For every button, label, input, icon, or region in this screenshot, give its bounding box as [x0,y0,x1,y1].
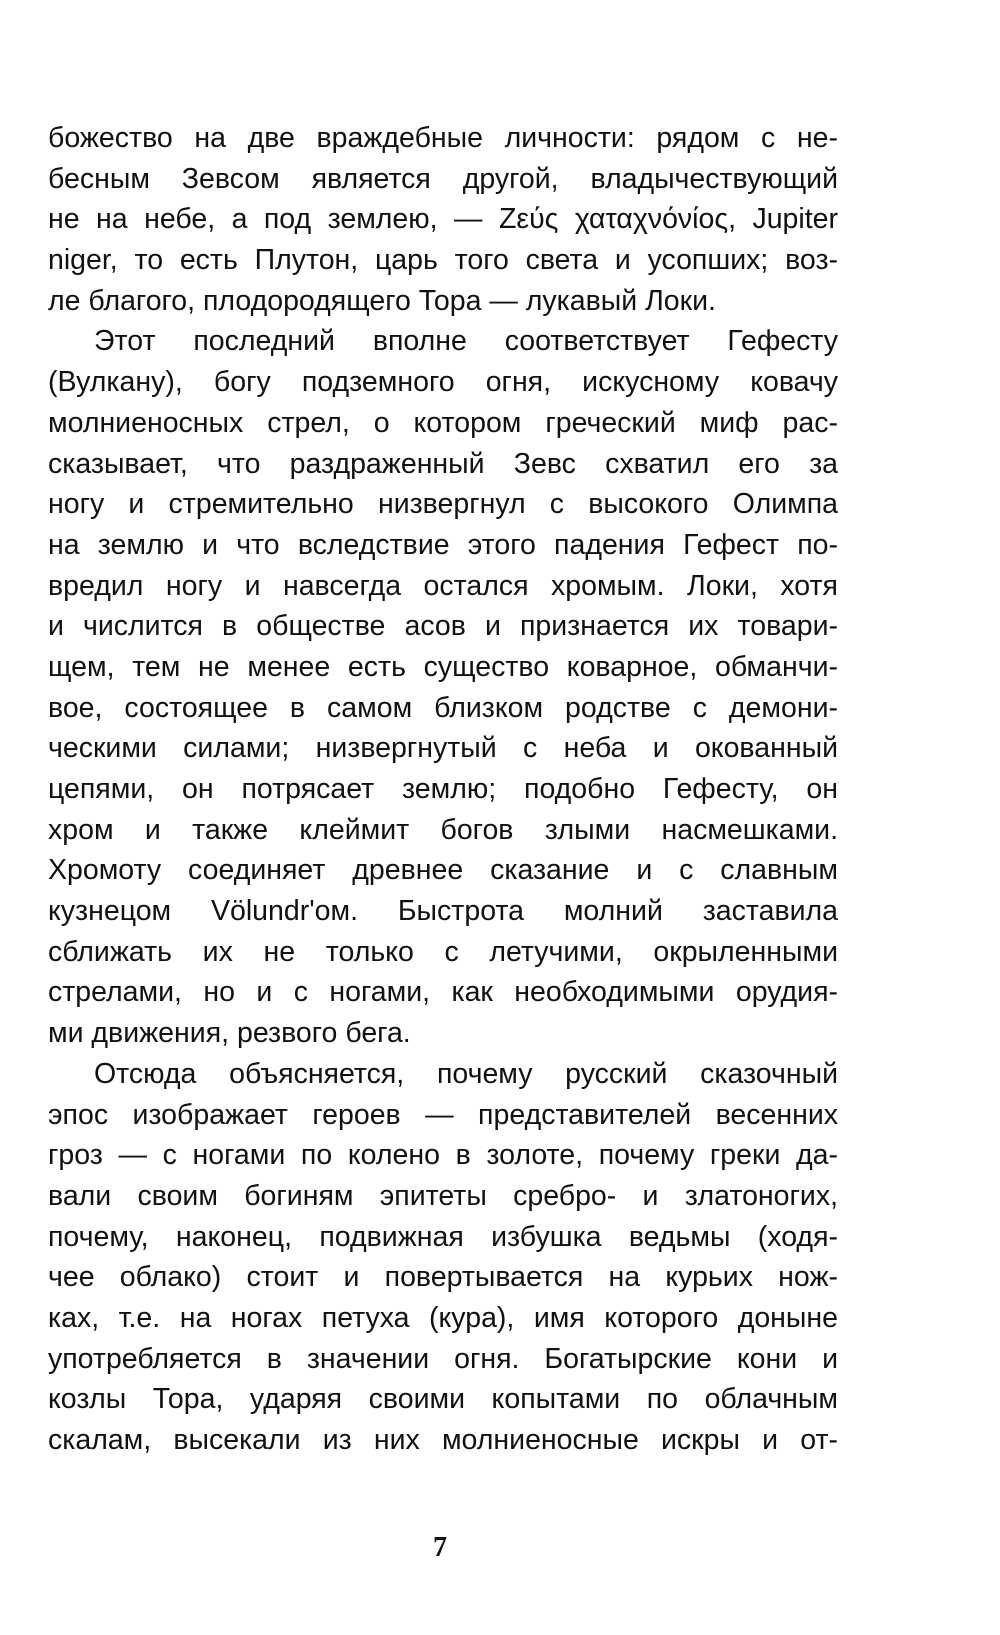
paragraph-3 [48,1054,838,1461]
text-line: вали своим богиням эпитеты сребро- и златоногих, [48,1179,838,1212]
text-line: чее облако) стоит и повертывается на курьих нож- [48,1261,838,1294]
text-line: кузнецом Völundr'ом. Быстрота молний заставила [48,895,838,928]
text-line: не на небе, а под землею, — Ζεύς χαταχνόνίος, Jupiter [48,203,838,236]
text-line: молниеносных стрел, о котором греческий миф рас- [48,406,838,439]
text-line: бесным Зевсом является другой, владычествующий [48,162,838,195]
text-line: употребляется в значении огня. Богатырские кони и [48,1342,838,1375]
text-line: вредил ногу и навсегда остался хромым. Локи, хотя [48,569,838,602]
text-line: щем, тем не менее есть существо коварное, обманчи- [48,650,838,683]
text-line: сказывает, что раздраженный Зевс схватил его за [48,447,838,480]
text-line: хром и также клеймит богов злыми насмешками. [48,813,838,846]
text-line: Этот последний вполне соответствует Гефесту [94,325,838,358]
text-line: почему, наконец, подвижная избушка ведьмы (ходя- [48,1220,838,1253]
paragraph-2 [48,321,838,1053]
page-number: 7 [433,1532,447,1563]
page-body [48,118,838,1461]
page-number-footer [0,1532,1000,1564]
text-line: Отсюда объясняется, почему русский сказочный [94,1057,838,1090]
text-line: стрелами, но и с ногами, как необходимыми орудия- [48,976,838,1009]
text-line: и числится в обществе асов и признается их товари- [48,610,838,643]
text-line: niger, то есть Плутон, царь того света и усопших; воз- [48,244,838,277]
text-line: ле благого, плодородящего Тора — лукавый Локи. [48,284,716,317]
text-line: сближать их не только с летучими, окрыленными [48,935,838,968]
text-line: ногу и стремительно низвергнул с высокого Олимпа [48,488,838,521]
text-line: козлы Тора, ударяя своими копытами по облачным [48,1383,838,1416]
text-line: Хромоту соединяет древнее сказание и с славным [48,854,838,887]
text-line: гроз — с ногами по колено в золоте, почему греки да- [48,1139,838,1172]
text-line: ках, т.е. на ногах петуха (кура), имя которого доныне [48,1301,838,1334]
text-line: (Вулкану), богу подземного огня, искусному ковачу [48,366,838,399]
text-line: ческими силами; низвергнутый с неба и окованный [48,732,838,765]
text-line: эпос изображает героев — представителей весенних [48,1098,838,1131]
text-line: вое, состоящее в самом близком родстве с демони- [48,691,838,724]
text-line: на землю и что вследствие этого падения Гефест по- [48,528,838,561]
text-line: скалам, высекали из них молниеносные искры и от- [48,1424,838,1456]
text-line: цепями, он потрясает землю; подобно Гефесту, он [48,773,838,805]
paragraph-1 [48,118,838,321]
text-line: божество на две враждебные личности: рядом с не- [48,122,838,154]
text-line: ми движения, резвого бега. [48,1017,411,1050]
